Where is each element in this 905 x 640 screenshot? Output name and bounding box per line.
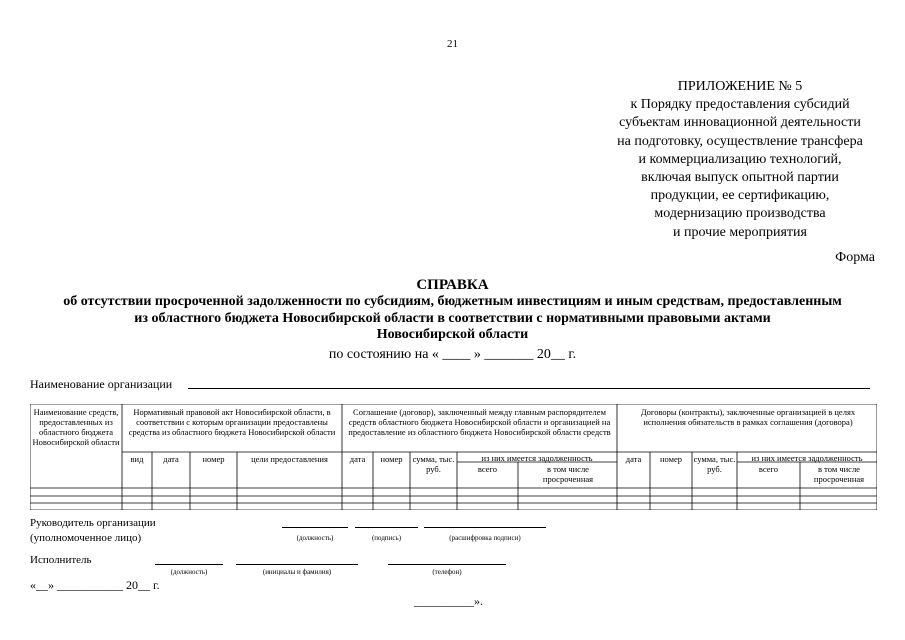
subtitle-line: об отсутствии просроченной задолженности по субсидиям, бюджетным инвестициям и иным средствам, предоставленным <box>63 294 842 309</box>
head-signature-field[interactable] <box>355 527 418 528</box>
form-label: Форма <box>835 250 875 265</box>
header-con-debt: из них имеется задолженность <box>751 453 863 463</box>
head-caption-signature: (подпись) <box>371 534 402 542</box>
organization-label: Наименование организации <box>30 377 173 391</box>
header-con-amount: сумма, тыс. руб. <box>693 454 736 474</box>
head-label: Руководитель организации <box>30 517 156 529</box>
document-title: СПРАВКА <box>416 277 489 293</box>
appendix-line: и прочие мероприятия <box>673 224 807 240</box>
header-act-date: дата <box>163 454 179 464</box>
appendix-title: ПРИЛОЖЕНИЕ № 5 <box>677 79 803 94</box>
organization-field[interactable] <box>188 388 870 389</box>
signature-date: «__» ___________ 20__ г. <box>30 578 160 592</box>
header-agr-amount: сумма, тыс. руб. <box>412 454 455 474</box>
as-of-date: по состоянию на « ____ » _______ 20__ г. <box>328 347 577 362</box>
appendix-header <box>590 78 890 242</box>
executor-caption-phone: (телефон) <box>432 568 462 576</box>
subtitle-line: Новосибирской области <box>376 327 529 342</box>
header-agr-date: дата <box>349 454 366 464</box>
footer-text: __________». <box>414 594 483 608</box>
header-agr-debt-total: всего <box>477 464 498 474</box>
appendix-line: продукции, ее сертификацию, <box>650 188 830 204</box>
appendix-line: на подготовку, осуществление трансфера <box>617 133 863 149</box>
appendix-line: модернизацию производства <box>654 206 826 222</box>
header-act-purpose: цели предоставления <box>251 454 328 464</box>
appendix-line: к Порядку предоставления субсидий <box>630 97 850 113</box>
header-con-debt-overdue: в том числе просроченная <box>813 464 865 484</box>
head-label-sub: (уполномоченное лицо) <box>30 532 142 544</box>
executor-name-field[interactable] <box>236 564 358 565</box>
header-contracts: Договоры (контракты), заключенные организацией в целях исполнения обязательств в рамках соглашения (договора) <box>640 407 856 427</box>
appendix-line: и коммерциализацию технологий, <box>638 151 842 167</box>
executor-phone-field[interactable] <box>388 564 506 565</box>
header-agreement: Соглашение (договор), заключенный между главным распорядителем средств областного бюджета Новосибирской области и организацией на предоставление из областного бюджета Новосибирской области средств <box>348 407 611 437</box>
header-con-date: дата <box>625 454 642 464</box>
debt-table <box>30 404 877 510</box>
executor-caption-name: (инициалы и фамилия) <box>262 568 332 576</box>
executor-caption-position: (должность) <box>170 568 208 576</box>
page-number: 21 <box>447 38 458 50</box>
header-con-number: номер <box>659 454 683 464</box>
header-agr-debt: из них имеется задолженность <box>481 453 593 463</box>
appendix-line: включая выпуск опытной партии <box>641 170 839 186</box>
header-fund-name: Наименование средств, предоставленных из областного бюджета Новосибирской области <box>32 407 120 447</box>
header-act-type: вид <box>130 454 144 464</box>
executor-label: Исполнитель <box>30 554 92 566</box>
header-legal-act: Нормативный правовой акт Новосибирской области, в соответствии с которым организации предоставлены средства из областного бюджета Новосибирской области <box>128 407 336 437</box>
head-position-field[interactable] <box>282 527 348 528</box>
header-agr-debt-overdue: в том числе просроченная <box>542 464 594 484</box>
header-agr-number: номер <box>380 454 403 464</box>
head-caption-name: (расшифровка подписи) <box>449 534 521 542</box>
executor-position-field[interactable] <box>155 564 223 565</box>
head-name-field[interactable] <box>424 527 546 528</box>
header-act-number: номер <box>202 454 225 464</box>
document-subtitle <box>15 294 890 344</box>
head-caption-position: (должность) <box>296 534 334 542</box>
subtitle-line: из областного бюджета Новосибирской области в соответствии с нормативными правовыми актами <box>134 310 771 326</box>
appendix-line: субъектам инновационной деятельности <box>619 115 861 131</box>
header-con-debt-total: всего <box>758 464 779 474</box>
